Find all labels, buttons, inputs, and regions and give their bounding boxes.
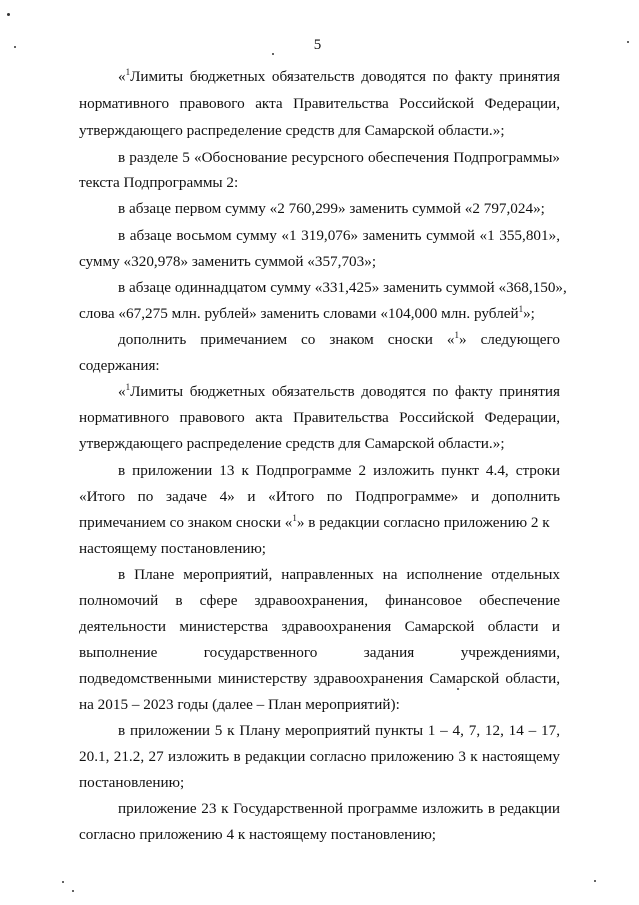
text-line: на 2015 – 2023 годы (далее – План мероприятий): [79,696,400,713]
text-span: слова «67,275 млн. рублей» заменить словами «104,000 млн. рублей [79,305,519,322]
scan-speck [72,890,74,892]
text-line: в абзаце первом сумму «2 760,299» заменить суммой «2 797,024»; [118,200,545,217]
footnote-mark: 1 [518,304,524,314]
text-line: постановлению; [79,774,185,791]
footnote-mark: 1 [454,330,459,340]
text-line: в абзаце восьмом сумму «1 319,076» заменить суммой «1 355,801», [118,227,560,244]
text-line: содержания: [79,357,160,374]
text-line: в Плане мероприятий, направленных на исполнение отдельных [118,566,560,583]
text-span: примечанием со знаком сноски « [79,514,293,531]
text-line: деятельности министерства здравоохранения Самарской области и [79,618,560,635]
text-span: Лимиты бюджетных обязательств доводятся по факту принятия [130,383,560,400]
text-span: « [118,68,126,85]
text-line: в абзаце одиннадцатом сумму «331,425» заменить суммой «368,150», [118,279,567,296]
scan-speck [457,688,459,690]
scan-speck [594,880,596,882]
text-span: »; [523,305,535,322]
footnote-mark: 1 [125,382,131,392]
text-line [118,383,560,401]
text-line: в приложении 13 к Подпрограмме 2 изложить пункт 4.4, строки [118,462,560,479]
text-line: «Итого по задаче 4» и «Итого по Подпрограмме» и дополнить [79,488,560,505]
text-line: утверждающего распределение средств для Самарской области.»; [79,122,505,139]
text-line: сумму «320,978» заменить суммой «357,703»; [79,253,377,270]
text-span: » в редакции согласно приложению 2 к [296,514,550,531]
text-line [118,331,560,349]
text-span: дополнить примечанием со знаком сноски « [118,331,455,348]
scan-speck [272,53,274,55]
text-line [118,68,560,86]
text-line: в приложении 5 к Плану мероприятий пункты 1 – 4, 7, 12, 14 – 17, [118,722,560,739]
text-line: нормативного правового акта Правительства Российской Федерации, [79,409,560,426]
text-span: » следующего [458,331,560,348]
text-line: выполнение государственного задания учреждениями, [79,644,560,661]
text-line: нормативного правового акта Правительства Российской Федерации, [79,95,560,112]
text-line [79,514,560,532]
footnote-mark: 1 [125,67,131,77]
footnote-mark: 1 [292,513,297,523]
text-line: 20.1, 21.2, 27 изложить в редакции согласно приложению 3 к настоящему [79,748,560,765]
text-line: согласно приложению 4 к настоящему постановлению; [79,826,437,843]
text-line: подведомственными министерству здравоохранения Самарской области, [79,670,560,687]
page-number: 5 [313,37,322,53]
text-line: текста Подпрограммы 2: [79,174,239,191]
text-span: « [118,383,126,400]
text-line: приложение 23 к Государственной программе изложить в редакции [118,800,560,817]
text-line: в разделе 5 «Обоснование ресурсного обеспечения Подпрограммы» [118,149,560,166]
text-line: утверждающего распределение средств для Самарской области.»; [79,435,505,452]
scan-speck [14,46,16,48]
scan-speck [627,41,629,43]
text-line: настоящему постановлению; [79,540,267,557]
scan-speck [62,881,64,883]
text-line: полномочий в сфере здравоохранения, финансовое обеспечение [79,592,560,609]
scan-speck [7,13,10,16]
text-line [79,305,560,323]
text-span: Лимиты бюджетных обязательств доводятся по факту принятия [130,68,560,85]
